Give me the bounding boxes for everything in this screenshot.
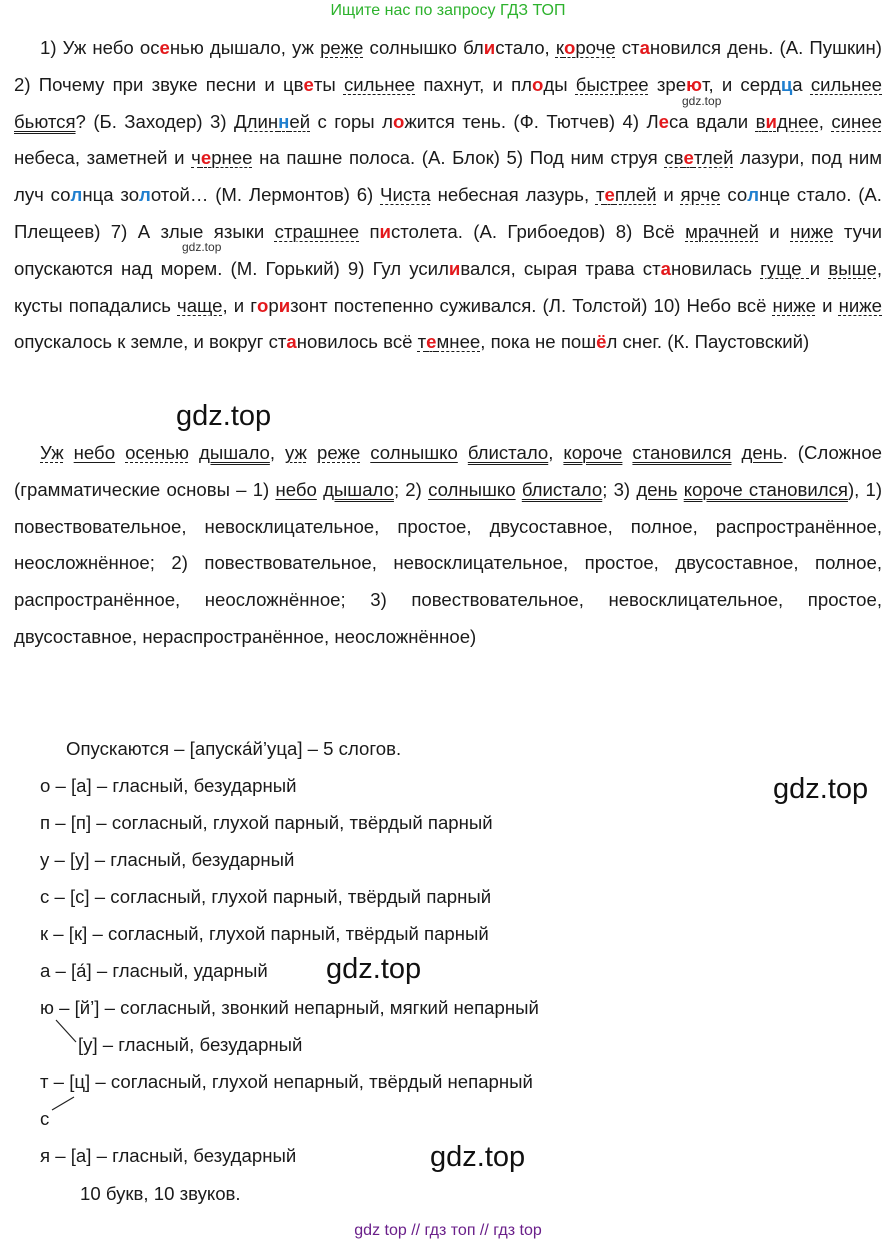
phonetic-line: с – [с] – согласный, глухой парный, твёрдый парный [40, 886, 492, 907]
watermark-big: gdz.top [773, 773, 869, 805]
connector-line [56, 1020, 76, 1042]
exercise-text: 1) Уж небо осенью дышало, уж реже солнышко блистало, короче становился день. (А. Пушкин) 2) Почему при звуке песни и цветы сильнее пахнут, и плоды быстрее зреют, и сердца сильнее бьются? (Б. Заходер) 3) Длинней с горы ложится тень. (Ф. Тютчев) 4) Леса вдали виднее, синее небеса, заметней и чернее на пашне полоса. (А. Блок) 5) Под ним струя светлей лазури, под ним луч солнца золотой… (М. Лермонтов) 6) Чиста небесная лазурь, теплей и ярче солнце стало. (А. Плещеев) 7) А злые языки страшнее пистолета. (А. Грибоедов) 8) Всё мрачней и ниже тучи опускаются над морем. (М. Горький) 9) Гул усиливался, сырая трава становилась гуще и выше, кусты попадались чаще, и горизонт постепенно суживался. (Л. Толстой) 10) Небо всё ниже и ниже опускалось к земле, и вокруг становилось всё темнее, пока не пошёл снег. (К. Паустовский) [14, 37, 883, 353]
phonetic-line: я – [а] – гласный, безударный [40, 1145, 297, 1166]
phonetic-line: [у] – гласный, безударный [78, 1034, 303, 1055]
watermark-big: gdz.top [176, 400, 272, 432]
watermark-big: gdz.top [430, 1141, 526, 1173]
phonetic-line: у – [у] – гласный, безударный [40, 849, 295, 870]
footer-links[interactable]: gdz top // гдз топ // гдз top [354, 1222, 542, 1239]
phonetic-line: ю – [й’] – согласный, звонкий непарный, мягкий непарный [40, 997, 539, 1018]
phonetic-title: Опускаются – [апуска́й’уца] – 5 слогов. [66, 738, 402, 759]
watermark-small: gdz.top [182, 240, 222, 254]
phonetic-line: п – [п] – согласный, глухой парный, твёрдый парный [40, 812, 493, 833]
watermark-small: gdz.top [682, 94, 722, 108]
connector-line [52, 1097, 74, 1110]
phonetic-line: а – [а́] – гласный, ударный [40, 960, 268, 981]
phonetic-summary: 10 букв, 10 звуков. [80, 1183, 241, 1204]
phonetic-line: с [40, 1108, 50, 1129]
watermark-big: gdz.top [326, 953, 422, 985]
sentence-analysis: Уж небо осенью дышало, уж реже солнышко блистало, короче становился день. (Сложное (грамматические основы – 1) небо дышало; 2) солнышко блистало; 3) день короче становился), 1) повествовательное, невосклицательное, простое, двусоставное, полное, распространённое, неосложнённое; 2) повествовательное, невосклицательное, простое, двусоставное, полное, распространённое, неосложнённое; 3) повествовательное, невосклицательное, простое, двусоставное, нераспространённое, неосложнённое) [14, 442, 883, 647]
phonetic-line: т – [ц] – согласный, глухой непарный, твёрдый непарный [40, 1071, 533, 1092]
phonetic-line: к – [к] – согласный, глухой парный, твёрдый парный [40, 923, 489, 944]
top-banner[interactable]: Ищите нас по запросу ГДЗ ТОП [330, 2, 566, 19]
phonetic-line: о – [а] – гласный, безударный [40, 775, 297, 796]
